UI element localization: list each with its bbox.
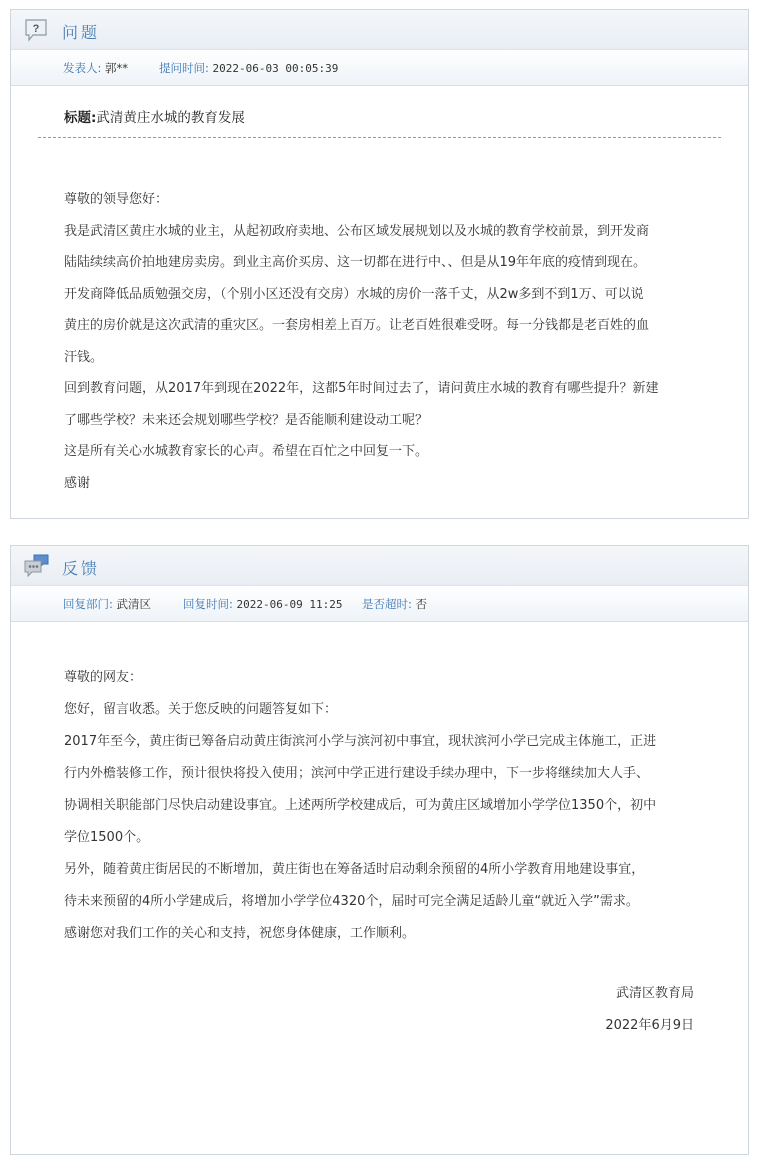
dept-meta bbox=[63, 596, 151, 612]
reply-time-meta bbox=[183, 596, 343, 612]
question-line: 尊敬的领导您好： bbox=[64, 192, 169, 207]
dept-value: 武清区 bbox=[116, 597, 152, 611]
question-time-meta bbox=[159, 60, 338, 76]
reply-header-title: 反馈 bbox=[62, 559, 101, 578]
question-time-value: 2022-06-03 00:05:39 bbox=[212, 62, 339, 75]
reply-panel bbox=[10, 545, 749, 1155]
signature-date: 2022年6月9日 bbox=[605, 1018, 694, 1033]
reply-line: 行内外檐装修工作，预计很快将投入使用；滨河中学正进行建设手续办理中，下一步将继续加大人手、 bbox=[64, 766, 650, 781]
reply-line: 感谢您对我们工作的关心和支持，祝您身体健康，工作顺利。 bbox=[64, 926, 416, 941]
question-line: 回到教育问题，从2017年到现在2022年，这都5年时间过去了，请问黄庄水城的教育有哪些提升？新建 bbox=[64, 381, 659, 396]
question-line: 我是武清区黄庄水城的业主，从起初政府卖地、公布区域发展规划以及水城的教育学校前景，到开发商 bbox=[64, 223, 650, 239]
reply-meta-bar bbox=[11, 586, 748, 622]
reply-time-label: 回复时间: bbox=[183, 597, 233, 611]
reply-body bbox=[64, 662, 696, 950]
question-line: 汗钱。 bbox=[64, 349, 104, 365]
overdue-value: 否 bbox=[415, 597, 428, 611]
reply-line: 另外，随着黄庄街居民的不断增加，黄庄街也在筹备适时启动剩余预留的4所小学教育用地建设事宜， bbox=[64, 862, 645, 877]
question-time-label: 提问时间: bbox=[159, 61, 209, 75]
reply-header bbox=[11, 546, 748, 586]
reply-line: 协调相关职能部门尽快启动建设事宜。上述两所学校建成后，可为黄庄区域增加小学学位1350个，初中 bbox=[64, 798, 657, 813]
question-header-title: 问题 bbox=[62, 23, 101, 42]
reply-time-value: 2022-06-09 11:25 bbox=[236, 598, 343, 611]
chat-bubbles-icon bbox=[24, 554, 48, 576]
author-label: 发表人: bbox=[63, 61, 102, 75]
question-line: 开发商降低品质勉强交房，（个别小区还没有交房）水城的房价一落千丈，从2w多到不到1万、可以说 bbox=[64, 286, 644, 302]
author-meta bbox=[63, 60, 128, 76]
question-panel bbox=[10, 9, 749, 519]
svg-text:?: ? bbox=[32, 23, 40, 35]
subject-label: 标题: bbox=[64, 110, 97, 126]
question-body bbox=[64, 184, 696, 499]
question-line: 陆陆续续高价拍地建房卖房。到业主高价买房、这一切都在进行中、、但是从19年年底的疫情到现在。 bbox=[64, 255, 647, 270]
reply-line: 您好，留言收悉。关于您反映的问题答复如下： bbox=[64, 702, 338, 717]
reply-line: 待未来预留的4所小学建成后，将增加小学学位4320个，届时可完全满足适龄儿童“就近入学”需求。 bbox=[64, 894, 639, 909]
signature-org: 武清区教育局 bbox=[615, 986, 694, 1001]
dept-label: 回复部门: bbox=[63, 597, 113, 611]
question-header bbox=[11, 10, 748, 50]
reply-line: 尊敬的网友： bbox=[64, 670, 143, 685]
question-icon bbox=[24, 18, 48, 40]
question-line: 了哪些学校？未来还会规划哪些学校？是否能顺利建设动工呢？ bbox=[64, 412, 429, 428]
subject-divider bbox=[38, 137, 721, 138]
reply-line: 学位1500个。 bbox=[64, 830, 150, 845]
question-line: 感谢 bbox=[64, 475, 91, 491]
question-subject bbox=[64, 106, 245, 126]
question-meta-bar bbox=[11, 50, 748, 86]
reply-line: 2017年至今，黄庄街已筹备启动黄庄街滨河小学与滨河初中事宜，现状滨河小学已完成主体施工，正进 bbox=[64, 734, 657, 749]
question-line: 黄庄的房价就是这次武清的重灾区。一套房相差上百万。让老百姓很难受呀。每一分钱都是老百姓的血 bbox=[64, 318, 650, 333]
overdue-meta bbox=[362, 596, 427, 612]
question-line: 这是所有关心水城教育家长的心声。希望在百忙之中回复一下。 bbox=[64, 444, 429, 459]
overdue-label: 是否超时: bbox=[362, 597, 412, 611]
author-value: 郭** bbox=[105, 61, 129, 75]
subject-value: 武清黄庄水城的教育发展 bbox=[96, 110, 245, 126]
